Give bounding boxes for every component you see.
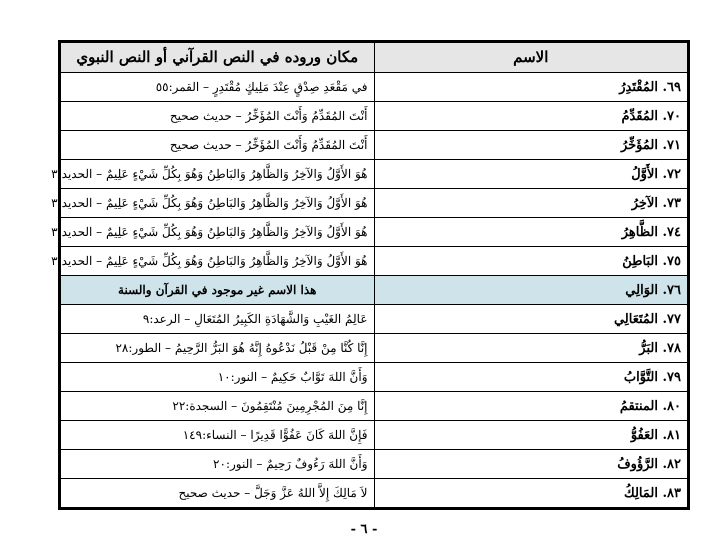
name-cell: ٧٥. البَاطِنُ [374,247,688,276]
name-cell: ٧١. المُؤَخِّرُ [374,131,688,160]
names-table [51,42,688,508]
table-row [61,450,688,479]
table-row [61,392,688,421]
table-row [61,421,688,450]
name-cell: ٧٠. المُقَدِّمُ [374,102,688,131]
name-cell: ٧٩. التَّوَّابُ [374,363,688,392]
source-cell: هُوَ الأَوَّلُ وَالآخِرُ وَالظَّاهِرُ وَالبَاطِنُ وَهُوَ بِكُلِّ شَيْءٍ عَلِيمٌ – الحديد:٣ [61,218,375,247]
source-cell: وَأَنَّ اللهَ تَوَّابٌ حَكِيمٌ – النور:١٠ [61,363,375,392]
name-cell: ٨١. العَفُوُّ [374,421,688,450]
table-row [61,479,688,508]
source-cell: إِنَّا مِنَ المُجْرِمِينَ مُنْتَقِمُونَ – السجدة:٢٢ [61,392,375,421]
source-cell: لاَ مَالِكَ إِلاَّ اللهُ عَزَّ وَجَلَّ – حديث صحيح [61,479,375,508]
table-row [61,334,688,363]
table-row [61,102,688,131]
header-name: الاسم [374,43,688,73]
names-table-frame [51,40,690,510]
source-cell: هذا الاسم غير موجود في القرآن والسنة [61,276,375,305]
table-row [61,247,688,276]
name-cell: ٨٣. المَالِكُ [374,479,688,508]
name-cell: ٧٣. الآخِرُ [374,189,688,218]
source-cell: في مَقْعَدِ صِدْقٍ عِنْدَ مَلِيكٍ مُقْتَدِرٍ – القمر:٥٥ [61,73,375,102]
table-row [61,363,688,392]
source-cell: هُوَ الأَوَّلُ وَالآخِرُ وَالظَّاهِرُ وَالبَاطِنُ وَهُوَ بِكُلِّ شَيْءٍ عَلِيمٌ – الحديد:٣ [61,189,375,218]
table-row [61,305,688,334]
source-cell: عَالِمُ الغَيْبِ وَالشَّهَادَةِ الكَبِيرُ المُتَعَالِ – الرعد:٩ [61,305,375,334]
source-cell: إِنَّا كُنَّا مِنْ قَبْلُ نَدْعُوهُ إِنَّهُ هُوَ البَرُّ الرَّحِيمُ – الطور:٢٨ [61,334,375,363]
table-row [61,131,688,160]
page-number: - ٦ - [350,522,378,537]
source-cell: أَنْتَ المُقَدِّمُ وَأَنْتَ المُؤَخِّرُ – حديث صحيح [61,102,375,131]
name-cell: ٧٨. البَرُّ [374,334,688,363]
header-place: مكان وروده في النص القرآني أو النص النبوي [61,43,375,73]
table-row [61,218,688,247]
table-row [61,189,688,218]
table-row [61,276,688,305]
name-cell: ٧٧. المُتَعَالِي [374,305,688,334]
table-body [51,73,688,508]
table-row [61,160,688,189]
name-cell: ٨٢. الرَّؤُوفُ [374,450,688,479]
source-cell: وَأَنَّ اللهَ رَءُوفٌ رَحِيمٌ – النور:٢٠ [61,450,375,479]
source-cell: فَإِنَّ اللهَ كَانَ عَفُوًّا قَدِيرًا – النساء:١٤٩ [61,421,375,450]
name-cell: ٧٤. الظَّاهِرُ [374,218,688,247]
source-cell: هُوَ الأَوَّلُ وَالآخِرُ وَالظَّاهِرُ وَالبَاطِنُ وَهُوَ بِكُلِّ شَيْءٍ عَلِيمٌ – الحديد:٣ [61,160,375,189]
name-cell: ٧٢. الأَوَّلُ [374,160,688,189]
source-cell: أَنْتَ المُقَدِّمُ وَأَنْتَ المُؤَخِّرُ – حديث صحيح [61,131,375,160]
table-header-row [61,43,688,73]
source-cell: هُوَ الأَوَّلُ وَالآخِرُ وَالظَّاهِرُ وَالبَاطِنُ وَهُوَ بِكُلِّ شَيْءٍ عَلِيمٌ – الحديد:٣ [61,247,375,276]
name-cell: ٦٩. المُقْتَدِرُ [374,73,688,102]
name-cell: ٧٦. الوَالِي [374,276,688,305]
table-row [61,73,688,102]
name-cell: ٨٠. المنتقمُ [374,392,688,421]
